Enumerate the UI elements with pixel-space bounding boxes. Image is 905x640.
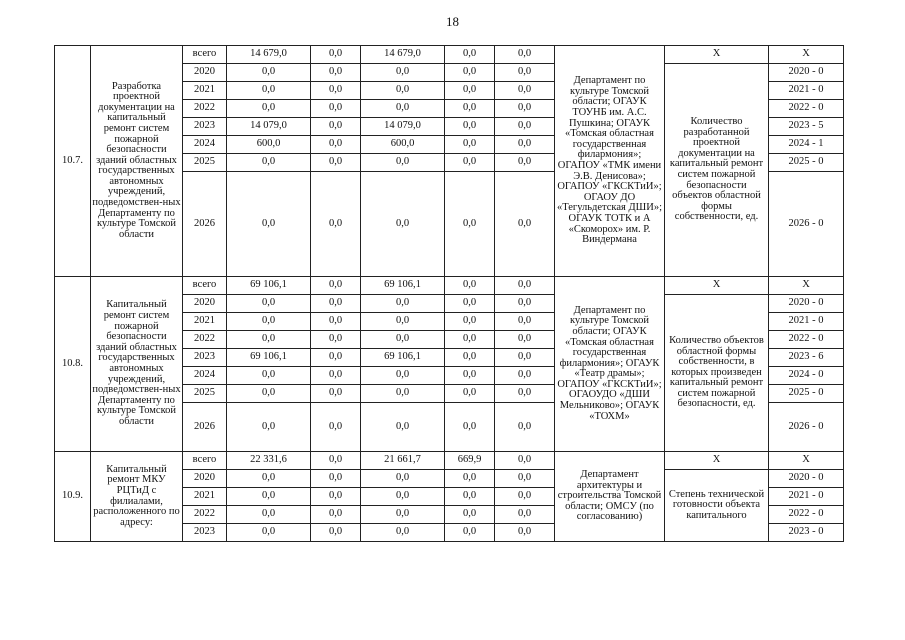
value-cell: 0,0 (495, 385, 555, 403)
value-cell: 669,9 (445, 452, 495, 470)
value-cell: 0,0 (361, 331, 445, 349)
value-cell: 0,0 (495, 470, 555, 488)
value-cell: 0,0 (227, 313, 311, 331)
value-cell: 0,0 (227, 385, 311, 403)
value-cell: 0,0 (361, 470, 445, 488)
value-cell: 600,0 (227, 136, 311, 154)
value-cell: 0,0 (361, 313, 445, 331)
value-cell: 0,0 (311, 46, 361, 64)
value-cell: 0,0 (445, 118, 495, 136)
value-cell: 0,0 (311, 470, 361, 488)
value-cell: 0,0 (445, 403, 495, 452)
indicator-value: 2023 - 5 (769, 118, 844, 136)
indicator-header-x: Х (665, 277, 769, 295)
value-cell: 0,0 (445, 277, 495, 295)
program-activities-table (54, 45, 844, 542)
value-cell: 0,0 (227, 82, 311, 100)
value-cell: 0,0 (445, 295, 495, 313)
value-cell: 0,0 (361, 172, 445, 277)
value-cell: 0,0 (495, 136, 555, 154)
responsible-department: Департамент архитектуры и строительства Томской области; ОМСУ (по согласованию) (555, 452, 665, 542)
table-row (55, 452, 844, 470)
value-cell: 0,0 (445, 385, 495, 403)
value-cell: 0,0 (361, 506, 445, 524)
value-cell: 0,0 (445, 488, 495, 506)
value-cell: 0,0 (495, 524, 555, 542)
year-cell: 2020 (183, 295, 227, 313)
value-cell: 0,0 (227, 64, 311, 82)
value-cell: 0,0 (361, 64, 445, 82)
value-cell: 0,0 (361, 385, 445, 403)
value-cell: 0,0 (495, 349, 555, 367)
indicator-value: 2021 - 0 (769, 82, 844, 100)
value-cell: 0,0 (311, 506, 361, 524)
year-cell: 2022 (183, 331, 227, 349)
indicator-value: 2020 - 0 (769, 470, 844, 488)
value-cell: 0,0 (445, 100, 495, 118)
indicator-header-x: Х (665, 46, 769, 64)
value-cell: 0,0 (227, 524, 311, 542)
value-cell: 0,0 (311, 154, 361, 172)
year-cell: 2021 (183, 488, 227, 506)
value-cell: 0,0 (311, 172, 361, 277)
value-cell: 0,0 (495, 331, 555, 349)
indicator-label: Количество разработанной проектной документации на капитальный ремонт систем пожарной безопасности объектов областной формы собственности, ед. (665, 64, 769, 277)
value-cell: 0,0 (445, 64, 495, 82)
value-cell: 0,0 (311, 367, 361, 385)
value-cell: 0,0 (311, 277, 361, 295)
year-cell: 2023 (183, 524, 227, 542)
indicator-value: 2023 - 6 (769, 349, 844, 367)
value-cell: 0,0 (495, 172, 555, 277)
year-cell: 2021 (183, 82, 227, 100)
value-cell: 0,0 (361, 100, 445, 118)
value-cell: 0,0 (445, 331, 495, 349)
year-cell: 2024 (183, 367, 227, 385)
year-cell: 2022 (183, 100, 227, 118)
indicator-value: 2021 - 0 (769, 488, 844, 506)
indicator-value: 2020 - 0 (769, 64, 844, 82)
value-cell: 21 661,7 (361, 452, 445, 470)
value-cell: 14 079,0 (227, 118, 311, 136)
value-cell: 0,0 (445, 313, 495, 331)
value-cell: 0,0 (445, 136, 495, 154)
year-cell: 2026 (183, 403, 227, 452)
year-cell: 2025 (183, 154, 227, 172)
indicator-value: Х (769, 277, 844, 295)
year-cell: 2024 (183, 136, 227, 154)
value-cell: 0,0 (445, 506, 495, 524)
value-cell: 0,0 (495, 295, 555, 313)
table-row (55, 46, 844, 64)
value-cell: 0,0 (361, 295, 445, 313)
indicator-value: Х (769, 46, 844, 64)
value-cell: 0,0 (311, 295, 361, 313)
value-cell: 0,0 (445, 82, 495, 100)
year-cell: 2021 (183, 313, 227, 331)
value-cell: 0,0 (361, 403, 445, 452)
value-cell: 0,0 (361, 524, 445, 542)
value-cell: 0,0 (311, 385, 361, 403)
value-cell: 0,0 (227, 488, 311, 506)
indicator-value: 2022 - 0 (769, 506, 844, 524)
value-cell: 0,0 (311, 452, 361, 470)
value-cell: 0,0 (495, 118, 555, 136)
value-cell: 0,0 (495, 64, 555, 82)
value-cell: 0,0 (361, 488, 445, 506)
value-cell: 0,0 (445, 349, 495, 367)
value-cell: 0,0 (311, 100, 361, 118)
item-description: Разработка проектной документации на капитальный ремонт систем пожарной безопасности зданий областных государственных автономных учреждений, подведомствен-ных Департаменту по культуре Томской области (91, 46, 183, 277)
value-cell: 0,0 (311, 403, 361, 452)
indicator-value: 2020 - 0 (769, 295, 844, 313)
year-cell: всего (183, 452, 227, 470)
value-cell: 0,0 (311, 488, 361, 506)
indicator-value: 2026 - 0 (769, 403, 844, 452)
value-cell: 0,0 (311, 313, 361, 331)
value-cell: 14 079,0 (361, 118, 445, 136)
item-description: Капитальный ремонт систем пожарной безопасности зданий областных государственных автономных учреждений, подведомствен-ных Департаменту по культуре Томской области (91, 277, 183, 452)
value-cell: 0,0 (445, 524, 495, 542)
value-cell: 0,0 (495, 488, 555, 506)
value-cell: 0,0 (311, 349, 361, 367)
value-cell: 0,0 (495, 506, 555, 524)
item-number: 10.8. (55, 277, 91, 452)
value-cell: 22 331,6 (227, 452, 311, 470)
indicator-value: 2021 - 0 (769, 313, 844, 331)
value-cell: 0,0 (495, 452, 555, 470)
indicator-label: Количество объектов областной формы собственности, в которых произведен капитальный ремонт систем пожарной безопасности, ед. (665, 295, 769, 452)
value-cell: 0,0 (495, 367, 555, 385)
value-cell: 69 106,1 (361, 349, 445, 367)
indicator-value: 2024 - 1 (769, 136, 844, 154)
value-cell: 0,0 (495, 313, 555, 331)
value-cell: 0,0 (311, 331, 361, 349)
value-cell: 0,0 (227, 154, 311, 172)
value-cell: 0,0 (227, 295, 311, 313)
value-cell: 0,0 (361, 367, 445, 385)
responsible-department: Департамент по культуре Томской области; ОГАУК «Томская областная государственная филармония»; ОГАУК «Театр драмы»; ОГАПОУ «ГКСКТиИ»; ОГАОУДО «ДШИ Мельниково»; ОГАУК «ТОХМ» (555, 277, 665, 452)
value-cell: 0,0 (311, 64, 361, 82)
value-cell: 0,0 (227, 367, 311, 385)
value-cell: 14 679,0 (227, 46, 311, 64)
year-cell: 2026 (183, 172, 227, 277)
value-cell: 0,0 (311, 524, 361, 542)
indicator-value: 2023 - 0 (769, 524, 844, 542)
indicator-value: 2025 - 0 (769, 154, 844, 172)
value-cell: 0,0 (495, 154, 555, 172)
year-cell: 2022 (183, 506, 227, 524)
year-cell: всего (183, 277, 227, 295)
value-cell: 0,0 (227, 172, 311, 277)
item-number: 10.7. (55, 46, 91, 277)
indicator-header-x: Х (665, 452, 769, 470)
value-cell: 0,0 (445, 172, 495, 277)
indicator-value: 2024 - 0 (769, 367, 844, 385)
value-cell: 0,0 (495, 403, 555, 452)
value-cell: 0,0 (445, 154, 495, 172)
value-cell: 14 679,0 (361, 46, 445, 64)
value-cell: 0,0 (311, 136, 361, 154)
table-row (55, 277, 844, 295)
value-cell: 0,0 (445, 46, 495, 64)
year-cell: 2023 (183, 349, 227, 367)
value-cell: 0,0 (227, 403, 311, 452)
value-cell: 0,0 (311, 82, 361, 100)
value-cell: 0,0 (311, 118, 361, 136)
value-cell: 0,0 (227, 470, 311, 488)
indicator-value: 2022 - 0 (769, 331, 844, 349)
value-cell: 0,0 (445, 367, 495, 385)
value-cell: 0,0 (361, 154, 445, 172)
responsible-department: Департамент по культуре Томской области; ОГАУК ТОУНБ им. А.С. Пушкина; ОГАУК «Томская областная государственная филармония»; ОГАПОУ «ТМК имени Э.В. Денисова»; ОГАПОУ «ГКСКТиИ»; ОГАОУ ДО «Тегульдетская ДШИ»; ОГАУК ТОТК и А «Скоморох» им. Р. Виндермана (555, 46, 665, 277)
value-cell: 0,0 (495, 277, 555, 295)
year-cell: всего (183, 46, 227, 64)
value-cell: 600,0 (361, 136, 445, 154)
value-cell: 0,0 (445, 470, 495, 488)
indicator-value: 2022 - 0 (769, 100, 844, 118)
year-cell: 2025 (183, 385, 227, 403)
value-cell: 0,0 (227, 100, 311, 118)
year-cell: 2020 (183, 64, 227, 82)
item-number: 10.9. (55, 452, 91, 542)
value-cell: 0,0 (227, 506, 311, 524)
page-number: 18 (446, 14, 459, 29)
value-cell: 0,0 (495, 100, 555, 118)
value-cell: 0,0 (227, 331, 311, 349)
value-cell: 69 106,1 (227, 349, 311, 367)
year-cell: 2020 (183, 470, 227, 488)
item-description: Капитальный ремонт МКУ РЦТиД с филиалами, расположенного по адресу: (91, 452, 183, 542)
value-cell: 0,0 (361, 82, 445, 100)
indicator-label: Степень технической готовности объекта капитального (665, 470, 769, 542)
value-cell: 0,0 (495, 82, 555, 100)
value-cell: 69 106,1 (361, 277, 445, 295)
value-cell: 69 106,1 (227, 277, 311, 295)
indicator-value: 2025 - 0 (769, 385, 844, 403)
value-cell: 0,0 (495, 46, 555, 64)
indicator-value: Х (769, 452, 844, 470)
year-cell: 2023 (183, 118, 227, 136)
indicator-value: 2026 - 0 (769, 172, 844, 277)
